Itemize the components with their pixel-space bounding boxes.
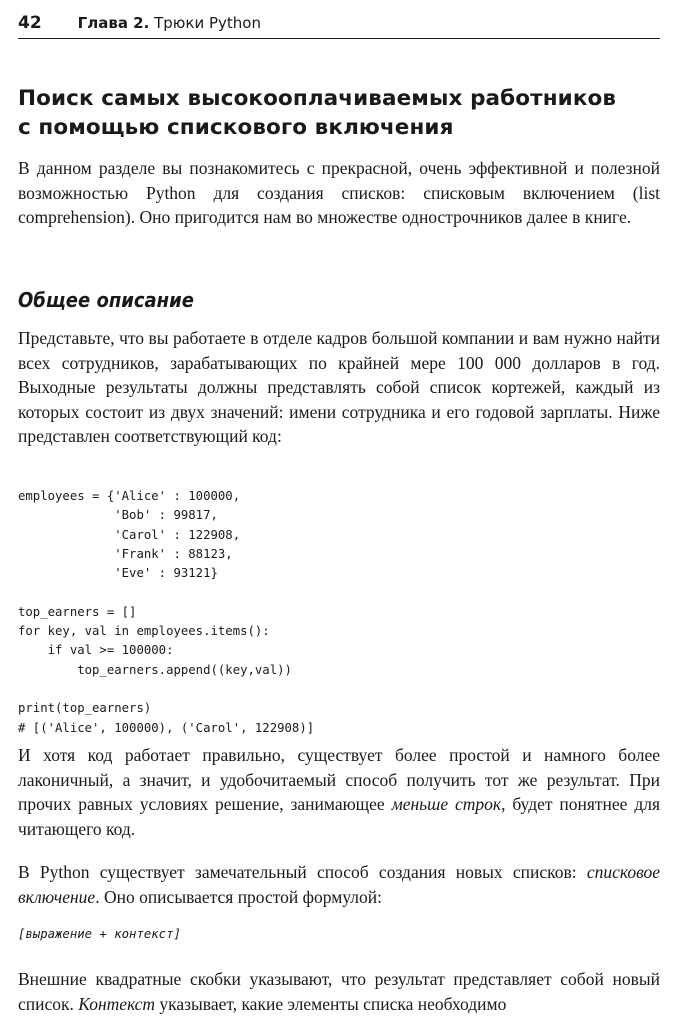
code-line: 'Carol' : 122908, <box>18 527 241 542</box>
header-divider <box>18 38 660 39</box>
paragraph-3-emphasis: списковое включение <box>18 862 660 907</box>
code-line: for key, val in employees.items(): <box>18 624 270 639</box>
paragraph-2-emphasis: меньше строк <box>391 794 502 815</box>
code-line: top_earners = [] <box>18 604 137 619</box>
formula-code <box>18 925 181 944</box>
code-line: 'Bob' : 99817, <box>18 508 218 523</box>
code-line: print(top_earners) <box>18 701 152 716</box>
paragraph-1-block <box>18 326 660 449</box>
paragraph-2-text-a: И хотя код работает правильно, существует более простой и намного более лаконичный, а значит, и удобочитаемый способ получить тот же результат. При прочих равных условиях решение, занимающее <box>18 745 660 815</box>
paragraph-2-text-b: , будет понятнее для читающего код. <box>18 794 660 839</box>
code-line: # [('Alice', 100000), ('Carol', 122908)] <box>18 720 315 735</box>
paragraph-4-text-a: Внешние квадратные скобки указывают, что результат представляет собой новый список. <box>18 969 660 1014</box>
code-line <box>18 680 314 699</box>
code-line: 'Eve' : 93121} <box>18 566 218 581</box>
running-header <box>18 10 660 36</box>
code-listing <box>18 487 314 738</box>
book-page <box>18 0 660 1028</box>
code-line: 'Frank' : 88123, <box>18 546 233 561</box>
section-title-line-1: Поиск самых высокооплачиваемых работников <box>18 86 617 111</box>
section-title-line-2: с помощью спискового включения <box>18 115 454 140</box>
code-line: if val >= 100000: <box>18 643 174 658</box>
paragraph-4 <box>18 967 660 1016</box>
paragraph-4-emphasis: Контекст <box>78 993 155 1014</box>
paragraph-3 <box>18 860 660 909</box>
chapter-label: Глава 2. <box>77 14 150 32</box>
paragraph-3-block <box>18 860 660 909</box>
chapter-title: Трюки Python <box>154 14 261 32</box>
paragraph-2-block <box>18 743 660 841</box>
formula-text: [выражение + контекст] <box>18 927 181 941</box>
code-line: employees = {'Alice' : 100000, <box>18 489 241 503</box>
intro-paragraph: В данном разделе вы познакомитесь с прекрасной, очень эффективной и полезной возможностью Python для создания списков: списковым включением (list comprehension). Оно пригодится нам во множестве однострочников далее в книге. <box>18 158 660 228</box>
subsection-title: Общее описание <box>18 288 194 312</box>
code-line <box>18 583 314 602</box>
paragraph-4-text-b: указывает, какие элементы списка необходимо <box>155 993 507 1014</box>
paragraph-1: Представьте, что вы работаете в отделе кадров большой компании и вам нужно найти всех сотрудников, зарабатывающих по крайней мере 100 000 долларов в год. Выходные результаты должны представлять собой список кортежей, каждый из которых состоит из двух значений: имени сотрудника и его годовой зарплаты. Ниже представлен соответствующий код: <box>18 328 660 447</box>
code-line: top_earners.append((key,val)) <box>18 662 292 677</box>
paragraph-2 <box>18 743 660 841</box>
intro-block <box>18 156 660 230</box>
section-title <box>18 84 660 142</box>
paragraph-3-text-b: . Оно описывается простой формулой: <box>95 886 383 907</box>
paragraph-4-block <box>18 967 660 1016</box>
paragraph-3-text-a: В Python существует замечательный способ создания новых списков: <box>18 862 587 882</box>
page-number: 42 <box>18 13 42 33</box>
